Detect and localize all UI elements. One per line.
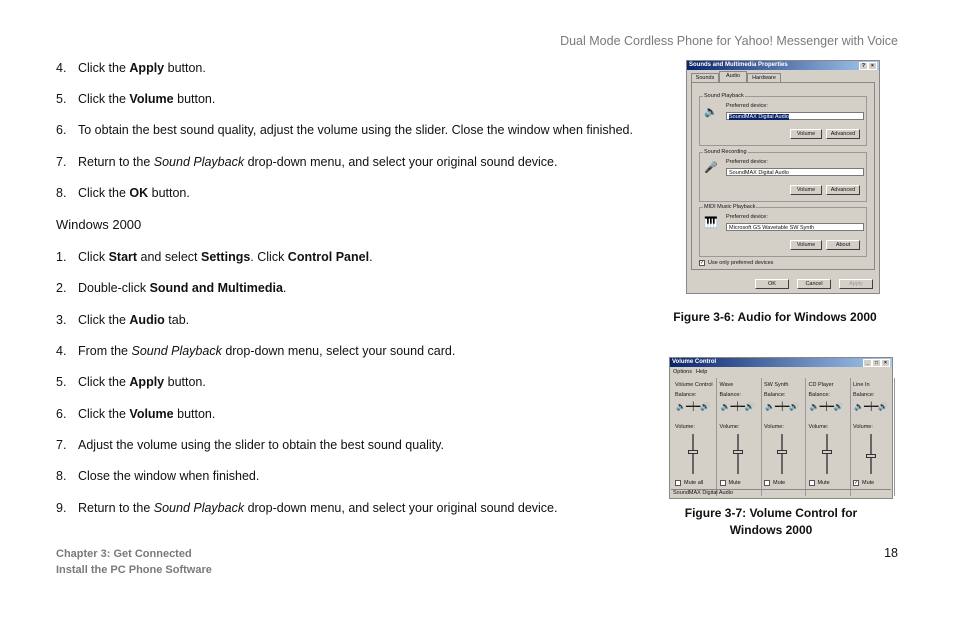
channel-name: Wave [719, 382, 734, 388]
volume-slider[interactable] [822, 450, 832, 454]
step-number: 7. [56, 154, 67, 169]
menu-options[interactable]: Options [673, 369, 692, 375]
step-text: Click the Apply button. [78, 375, 206, 390]
step-number: 1. [56, 250, 67, 265]
sounds-multimedia-dialog [686, 60, 880, 294]
step-number: 8. [56, 185, 67, 200]
only-preferred-checkbox[interactable]: ✓ [700, 260, 705, 266]
balance-slider[interactable]: 🔈━┿━🔊 [720, 402, 755, 411]
step-item [56, 177, 656, 208]
channel-name: CD Player [808, 382, 834, 388]
recording-device-dropdown[interactable]: SoundMAX Digital Audio [726, 168, 864, 176]
midi-device-dropdown[interactable]: Microsoft GS Wavetable SW Synth [726, 223, 864, 231]
maximize-icon[interactable]: □ [872, 359, 881, 367]
channel-2 [761, 378, 806, 496]
volume-track [692, 434, 694, 474]
step-item [56, 304, 656, 335]
close-icon[interactable]: × [868, 62, 877, 70]
channel-name: Volume Control [675, 382, 713, 388]
page-number: 18 [884, 546, 898, 560]
speaker-icon: 🔈 [704, 106, 718, 118]
minimize-icon[interactable]: _ [863, 359, 872, 367]
mute-checkbox[interactable]: ✓ [854, 480, 859, 486]
volume-track [781, 434, 783, 474]
volume-label: Volume: [808, 424, 829, 430]
help-icon[interactable]: ? [859, 62, 868, 70]
midi-volume-button[interactable]: Volume [790, 240, 822, 250]
balance-slider[interactable]: 🔈━┿━🔊 [676, 402, 711, 411]
tab-hardware[interactable]: Hardware [747, 73, 781, 82]
ok-button[interactable]: OK [755, 279, 789, 289]
volume-slider[interactable] [777, 450, 787, 454]
recording-volume-button[interactable]: Volume [790, 185, 822, 195]
midi-playback-group: MIDI Music Playback 🎹 Preferred device: Microsoft GS Wavetable SW Synth Volume About [699, 207, 867, 257]
step-text: Click the Apply button. [78, 60, 206, 75]
balance-slider[interactable]: 🔈━┿━🔊 [765, 402, 800, 411]
volume-label: Volume: [719, 424, 740, 430]
step-number: 4. [56, 344, 67, 359]
step-number: 9. [56, 500, 67, 515]
step-text: Return to the Sound Playback drop-down menu, and select your original sound device. [78, 154, 558, 169]
recording-advanced-button[interactable]: Advanced [826, 185, 860, 195]
footer-chapter: Chapter 3: Get Connected Install the PC Phone Software [56, 548, 212, 576]
step-text: Click the Audio tab. [78, 312, 190, 327]
figure-caption-volume: Figure 3-7: Volume Control for Windows 2000 [684, 506, 858, 537]
instruction-list [56, 52, 656, 523]
tab-audio[interactable]: Audio [719, 71, 747, 82]
volume-label: Volume: [853, 424, 873, 430]
step-text: Click the Volume button. [78, 406, 216, 421]
balance-label: Balance: [719, 392, 741, 398]
volume-label: Volume: [764, 424, 784, 430]
step-text: Double-click Sound and Multimedia. [78, 281, 287, 296]
playback-volume-button[interactable]: Volume [790, 129, 822, 139]
running-header: Dual Mode Cordless Phone for Yahoo! Messenger with Voice [560, 34, 898, 48]
volume-track [826, 434, 828, 474]
balance-slider[interactable]: 🔈━┿━🔊 [809, 402, 844, 411]
mute-checkbox[interactable] [675, 480, 681, 486]
step-text: Close the window when finished. [78, 469, 260, 484]
apply-button[interactable]: Apply [839, 279, 873, 289]
step-text: Click the Volume button. [78, 91, 216, 106]
step-item [56, 335, 656, 366]
step-text: Click Start and select Settings. Click Control Panel. [78, 250, 373, 265]
mute-checkbox[interactable] [809, 480, 815, 486]
step-text: To obtain the best sound quality, adjust the volume using the slider. Close the window when finished. [78, 123, 633, 138]
mute-label: Mute [773, 480, 786, 486]
channel-4 [850, 378, 895, 496]
channel-3 [806, 378, 851, 496]
step-item [56, 241, 656, 272]
mute-label: Mute [862, 480, 875, 486]
channel-1 [717, 378, 762, 496]
channel-0 [672, 378, 717, 496]
balance-label: Balance: [853, 392, 875, 398]
status-bar: SoundMAX Digital Audio [671, 489, 891, 497]
only-preferred-label: Use only preferred devices [708, 260, 774, 266]
tab-sounds[interactable]: Sounds [691, 73, 719, 82]
step-item [56, 492, 656, 523]
balance-slider[interactable]: 🔈━┿━🔊 [854, 402, 889, 411]
volume-slider[interactable] [688, 450, 698, 454]
step-number: 6. [56, 406, 67, 421]
step-number: 6. [56, 123, 67, 138]
midi-keyboard-icon: 🎹 [704, 217, 718, 229]
step-number: 7. [56, 437, 67, 452]
volume-control-window [669, 357, 893, 499]
step-number: 8. [56, 469, 67, 484]
playback-advanced-button[interactable]: Advanced [826, 129, 860, 139]
step-item [56, 83, 656, 114]
sound-recording-group: Sound Recording 🎤 Preferred device: SoundMAX Digital Audio Volume Advanced [699, 152, 867, 202]
balance-label: Balance: [808, 392, 830, 398]
close-icon[interactable]: × [881, 359, 890, 367]
microphone-icon: 🎤 [704, 162, 718, 174]
step-text: From the Sound Playback drop-down menu, select your sound card. [78, 344, 456, 359]
step-item [56, 429, 656, 460]
channel-name: Line In [853, 382, 870, 388]
step-item [56, 115, 656, 146]
step-item [56, 52, 656, 83]
section-heading: Windows 2000 [56, 217, 142, 233]
step-item [56, 461, 656, 492]
volume-track [737, 434, 739, 474]
volume-slider[interactable] [866, 454, 876, 458]
playback-device-dropdown[interactable]: SoundMAX Digital Audio [726, 112, 864, 120]
midi-about-button[interactable]: About [826, 240, 860, 250]
figure-caption-audio: Figure 3-6: Audio for Windows 2000 [673, 310, 877, 324]
step-number: 5. [56, 91, 67, 106]
mute-label: Mute all [684, 480, 704, 486]
step-number: 2. [56, 281, 67, 296]
volume-slider[interactable] [733, 450, 743, 454]
balance-label: Balance: [764, 392, 786, 398]
mute-checkbox[interactable] [764, 480, 770, 486]
step-item [56, 273, 656, 304]
step-number: 4. [56, 60, 67, 75]
dialog-title-bar [687, 61, 879, 70]
step-item [56, 398, 656, 429]
dialog-title: Sounds and Multimedia Properties [689, 62, 788, 68]
step-item [56, 146, 656, 177]
balance-label: Balance: [675, 392, 697, 398]
volume-label: Volume: [675, 424, 695, 430]
volume-title-bar [670, 358, 892, 367]
mute-label: Mute [728, 480, 741, 486]
step-number: 3. [56, 312, 67, 327]
step-item [56, 367, 656, 398]
step-text: Return to the Sound Playback drop-down menu, and select your original sound device. [78, 500, 558, 515]
step-text: Click the OK button. [78, 185, 190, 200]
channel-name: SW Synth [764, 382, 789, 388]
volume-window-title: Volume Control [672, 359, 717, 365]
sound-playback-group: Sound Playback 🔈 Preferred device: SoundMAX Digital Audio Volume Advanced [699, 96, 867, 146]
menu-help[interactable]: Help [696, 369, 708, 375]
mute-checkbox[interactable] [720, 480, 726, 486]
cancel-button[interactable]: Cancel [797, 279, 831, 289]
mute-label: Mute [817, 480, 830, 486]
step-text: Adjust the volume using the slider to obtain the best sound quality. [78, 437, 444, 452]
step-number: 5. [56, 375, 67, 390]
